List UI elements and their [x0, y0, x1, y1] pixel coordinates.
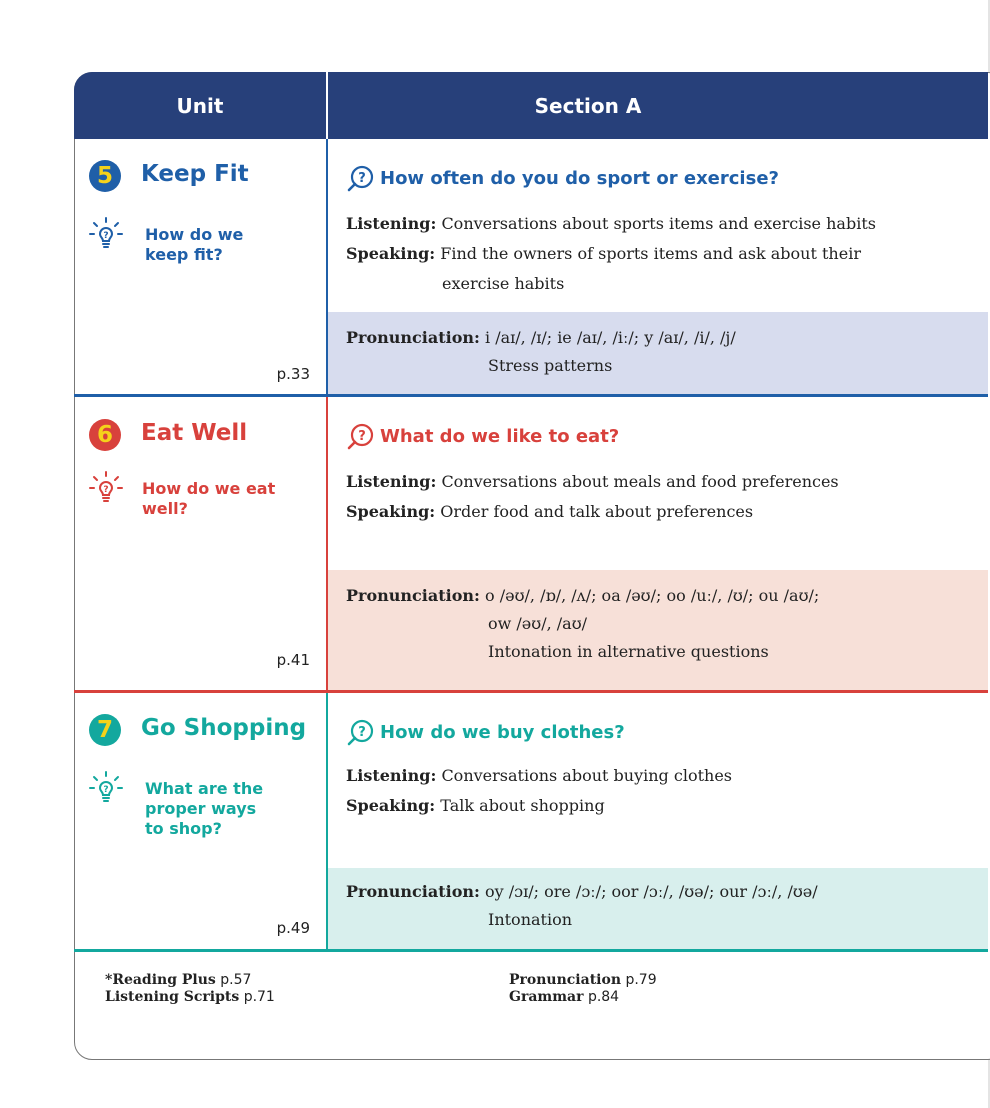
listening-text: Conversations about meals and food preferences — [441, 472, 839, 491]
pronunciation-line: ow /əʊ/, /aʊ/ — [488, 614, 587, 633]
header-section-a: Section A — [534, 93, 642, 118]
pronunciation-box — [328, 570, 988, 690]
svg-text:?: ? — [358, 429, 366, 444]
lightbulb-question-icon — [89, 217, 123, 251]
pronunciation-line: i /aɪ/, /ɪ/; ie /aɪ/, /iː/; y /aɪ/, /i/, /j/ — [485, 328, 736, 347]
listening-label: Listening: — [346, 214, 437, 233]
skills-block — [346, 467, 906, 527]
big-question: What are the proper ways to shop? — [145, 779, 264, 838]
pronunciation-label: Pronunciation: — [346, 586, 480, 605]
pronunciation-line: Intonation — [488, 910, 573, 929]
section-question: How often do you do sport or exercise? — [380, 168, 779, 189]
unit-row-7 — [74, 693, 988, 953]
section-question: What do we like to eat? — [380, 426, 620, 447]
magnifier-question-icon — [346, 165, 374, 193]
pronunciation-line: Intonation in alternative questions — [488, 642, 769, 661]
big-question: How do we eat well? — [142, 479, 276, 518]
lightbulb-question-icon — [89, 771, 123, 805]
unit-page: p.33 — [276, 365, 310, 383]
big-question: How do we keep fit? — [145, 225, 244, 264]
skills-block — [346, 209, 906, 299]
header-unit: Unit — [176, 93, 224, 118]
speaking-label: Speaking: — [346, 244, 436, 263]
speaking-text: Order food and talk about preferences — [440, 502, 754, 521]
appendix-listening-scripts — [105, 989, 275, 1006]
speaking-label: Speaking: — [346, 796, 436, 815]
appendix-grammar — [509, 989, 619, 1006]
section-question: How do we buy clothes? — [380, 722, 625, 743]
pronunciation-box — [328, 868, 988, 949]
svg-text:?: ? — [103, 785, 109, 795]
pronunciation-line: Stress patterns — [488, 356, 613, 375]
svg-text:?: ? — [358, 725, 366, 740]
table-header — [74, 72, 988, 139]
appendix-label: *Reading Plus — [105, 972, 216, 988]
pronunciation-label: Pronunciation: — [346, 882, 480, 901]
listening-text: Conversations about sports items and exercise habits — [441, 214, 876, 233]
unit-title: Keep Fit — [141, 161, 249, 187]
unit-number-badge: 5 — [89, 160, 121, 192]
appendix-page: p.84 — [587, 989, 620, 1005]
svg-text:?: ? — [103, 485, 109, 495]
speaking-text: Talk about shopping — [440, 796, 605, 815]
row-divider — [74, 949, 988, 952]
listening-label: Listening: — [346, 472, 437, 491]
appendix-label: Listening Scripts — [105, 989, 240, 1005]
listening-text: Conversations about buying clothes — [441, 766, 732, 785]
unit-number-badge: 7 — [89, 714, 121, 746]
pronunciation-line: o /əʊ/, /ɒ/, /ʌ/; oa /əʊ/; oo /uː/, /ʊ/; ou /aʊ/; — [485, 586, 820, 605]
appendix-page: p.71 — [243, 989, 275, 1005]
pronunciation-box — [328, 312, 988, 394]
unit-row-6 — [74, 397, 988, 693]
appendix-label: Grammar — [509, 989, 584, 1005]
pronunciation-line: oy /ɔɪ/; ore /ɔː/; oor /ɔː/, /ʊə/; our /ɔː/, /ʊə/ — [485, 882, 818, 901]
listening-label: Listening: — [346, 766, 437, 785]
appendix-reading-plus — [105, 972, 251, 989]
speaking-text: Find the owners of sports items and ask about their — [440, 244, 861, 263]
unit-title: Eat Well — [141, 420, 248, 446]
speaking-text-cont: exercise habits — [442, 274, 565, 293]
unit-title: Go Shopping — [141, 715, 307, 741]
unit-page: p.41 — [276, 651, 310, 669]
magnifier-question-icon — [346, 423, 374, 451]
appendix-label: Pronunciation — [509, 972, 621, 988]
appendix-page: p.79 — [625, 972, 657, 988]
skills-block — [346, 761, 906, 821]
pronunciation-label: Pronunciation: — [346, 328, 480, 347]
lightbulb-question-icon — [89, 471, 123, 505]
unit-row-5 — [74, 139, 988, 397]
appendix-page: p.57 — [220, 972, 252, 988]
svg-text:?: ? — [358, 171, 366, 186]
unit-page: p.49 — [276, 919, 310, 937]
speaking-label: Speaking: — [346, 502, 436, 521]
appendix-pronunciation — [509, 972, 657, 989]
unit-number-badge: 6 — [89, 419, 121, 451]
svg-text:?: ? — [103, 231, 109, 241]
magnifier-question-icon — [346, 719, 374, 747]
